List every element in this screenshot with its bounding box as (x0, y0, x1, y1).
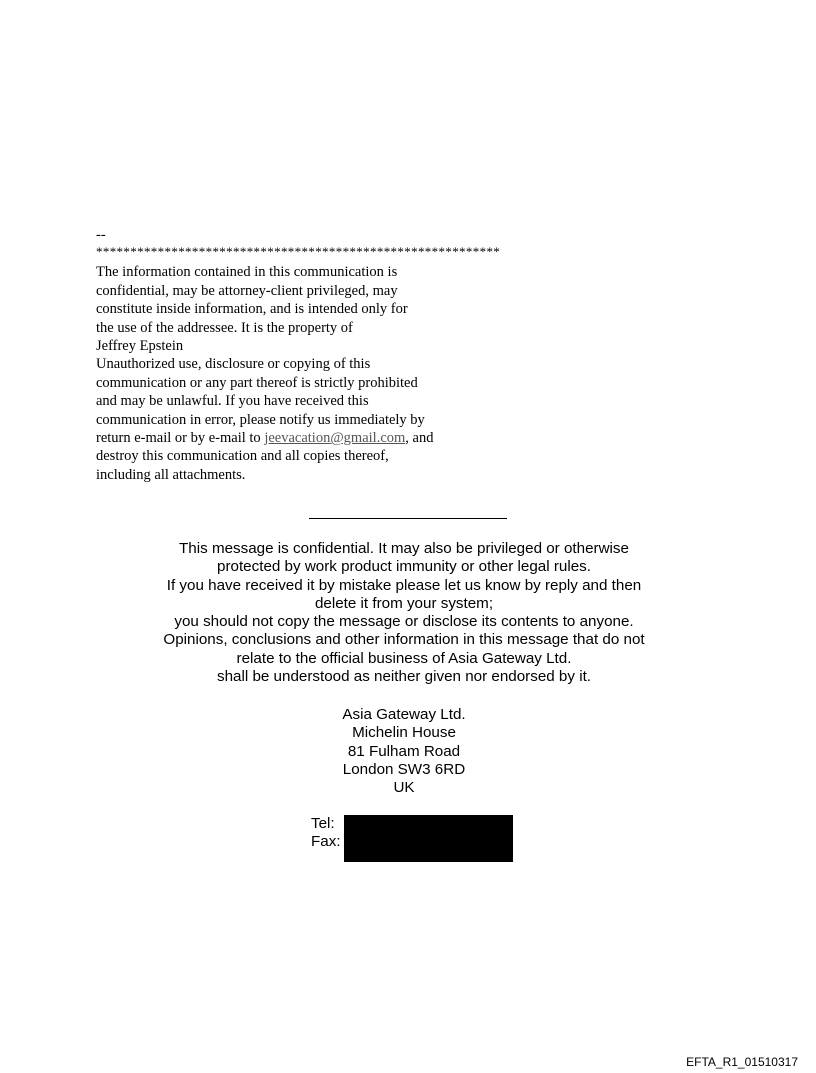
company-address (100, 706, 708, 797)
tel-label: Tel: (311, 815, 335, 832)
disclaimer-line: communication or any part thereof is strictly prohibited (96, 374, 418, 391)
document-id: EFTA_R1_01510317 (686, 1055, 798, 1069)
address-country: UK (393, 779, 415, 797)
disclaimer-line: destroy this communication and all copies thereof, (96, 448, 389, 465)
notice-line: Opinions, conclusions and other information in this message that do not (163, 631, 645, 649)
signature-separator-stars: *********************************************************** (96, 244, 501, 260)
disclaimer-line: constitute inside information, and is intended only for (96, 301, 408, 318)
disclaimer-line: the use of the addressee. It is the property of (96, 319, 353, 336)
fax-label: Fax: (311, 833, 341, 851)
notice-line: relate to the official business of Asia Gateway Ltd. (236, 649, 572, 667)
address-line: 81 Fulham Road (347, 742, 461, 760)
notice-line: If you have received it by mistake please let us know by reply and then (166, 576, 642, 594)
company-name: Asia Gateway Ltd. (342, 706, 466, 723)
section-divider (309, 518, 507, 519)
notice-line: This message is confidential. It may also be privileged or otherwise (179, 540, 629, 557)
redaction-box (344, 815, 513, 862)
signature-separator-dashes: -- (96, 227, 106, 243)
disclaimer-line: communication in error, please notify us immediately by (96, 411, 425, 428)
disclaimer-email-line (96, 429, 616, 447)
disclaimer-line: and may be unlawful. If you have received this (96, 393, 369, 410)
confidentiality-notice (100, 540, 708, 686)
notice-line: you should not copy the message or disclose its contents to anyone. (174, 613, 634, 631)
notice-line: delete it from your system; (314, 594, 494, 612)
notice-line: protected by work product immunity or other legal rules. (217, 558, 591, 576)
email-link[interactable]: jeevacation@gmail.com (264, 430, 406, 447)
contact-numbers (311, 815, 341, 852)
email-line-suffix: , and (405, 430, 434, 447)
email-signature-disclaimer (96, 226, 616, 484)
address-line: London SW3 6RD (342, 760, 466, 778)
disclaimer-line: confidential, may be attorney-client privileged, may (96, 282, 398, 299)
notice-line: shall be understood as neither given nor endorsed by it. (216, 668, 592, 686)
disclaimer-line: Unauthorized use, disclosure or copying of this (96, 356, 371, 373)
disclaimer-owner-name: Jeffrey Epstein (96, 338, 184, 355)
address-line: Michelin House (352, 724, 456, 742)
disclaimer-line: The information contained in this communication is (96, 264, 398, 281)
email-line-prefix: return e-mail or by e-mail to (96, 430, 265, 447)
disclaimer-line: including all attachments. (96, 466, 246, 483)
